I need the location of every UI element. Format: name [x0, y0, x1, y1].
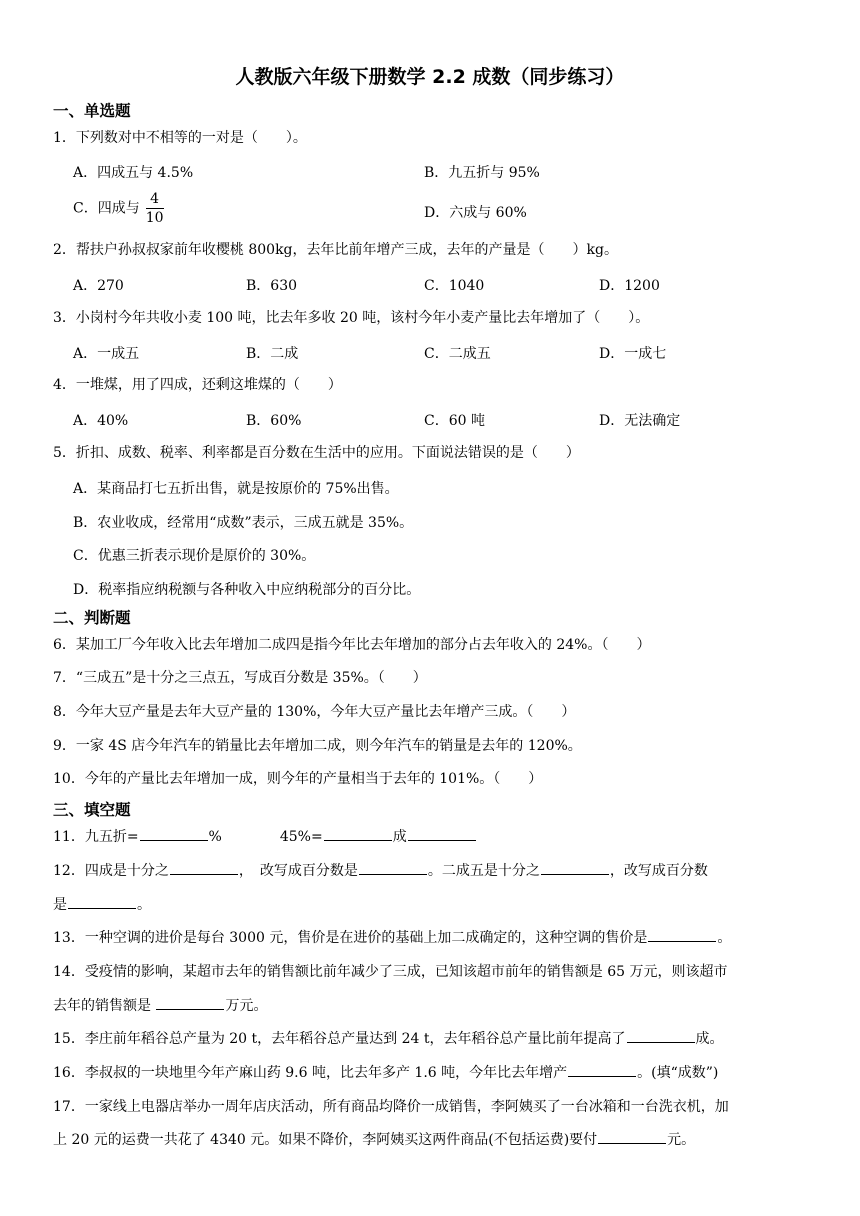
answer-blank[interactable]: [140, 826, 208, 841]
q11-part: 成: [392, 829, 407, 845]
question-6: 6．某加工厂今年收入比去年增加二成四是指今年比去年增加的部分占去年收入的 24%。（ ）: [53, 637, 651, 653]
q2-option-d: D．1200: [599, 278, 660, 294]
section-heading-fill-blank: 三、填空题: [53, 801, 131, 819]
q3-option-c: C．二成五: [424, 346, 491, 362]
question-14: 14．受疫情的影响，某超市去年的销售额比前年减少了三成，已知该超市前年的销售额是 65 万元，则该超市: [53, 964, 728, 980]
section-heading-true-false: 二、判断题: [53, 609, 131, 627]
answer-blank[interactable]: [568, 1062, 636, 1077]
fraction-denominator: 10: [145, 210, 164, 226]
q5-option-c: C．优惠三折表示现价是原价的 30%。: [73, 548, 316, 564]
q2-option-b: B．630: [246, 278, 298, 294]
q4-option-a: A．40%: [73, 413, 129, 429]
question-1: 1．下列数对中不相等的一对是（ ）。: [53, 130, 307, 146]
q1-option-c-text: C．四成与: [73, 200, 140, 217]
q12-part: 是: [53, 897, 67, 913]
question-5: 5．折扣、成数、税率、利率都是百分数在生活中的应用。下面说法错误的是（ ）: [53, 445, 580, 461]
question-14-cont: [53, 989, 813, 1023]
answer-blank[interactable]: [156, 995, 224, 1010]
question-15: [53, 1022, 813, 1056]
question-9: 9．一家 4S 店今年汽车的销量比去年增加二成，则今年汽车的销量是去年的 120%。: [53, 738, 582, 754]
q4-option-c: C．60 吨: [424, 413, 485, 429]
answer-blank[interactable]: [541, 860, 609, 875]
q1-option-a: A．四成五与 4.5%: [73, 165, 194, 181]
q4-option-b: B．60%: [246, 413, 302, 429]
question-10: 10．今年的产量比去年增加一成，则今年的产量相当于去年的 101%。（ ）: [53, 771, 543, 787]
q12-part: 。二成五是十分之: [427, 863, 540, 879]
q16-part: 。(填“成数”): [637, 1065, 719, 1081]
q13-part: 。: [717, 930, 732, 946]
question-11: [53, 820, 813, 854]
question-12-cont: [53, 888, 813, 922]
answer-blank[interactable]: [68, 894, 136, 909]
q12-part: 。: [137, 897, 151, 913]
question-3: 3．小岗村今年共收小麦 100 吨，比去年多收 20 吨，该村今年小麦产量比去年增加了（ ）。: [53, 310, 650, 326]
fraction-numerator: 4: [146, 190, 164, 209]
q14-part: 去年的销售额是: [53, 998, 156, 1014]
q1-option-d: D．六成与 60%: [424, 205, 527, 221]
question-13: [53, 921, 813, 955]
q11-part: %: [208, 829, 222, 845]
q3-option-d: D．一成七: [599, 346, 667, 362]
q1-option-b: B．九五折与 95%: [424, 165, 540, 181]
q3-option-a: A．一成五: [73, 346, 140, 362]
q2-option-a: A．270: [73, 278, 124, 294]
q5-option-b: B．农业收成，经常用“成数”表示，三成五就是 35%。: [73, 515, 414, 531]
answer-blank[interactable]: [598, 1129, 666, 1144]
answer-blank[interactable]: [324, 826, 392, 841]
q3-option-b: B．二成: [246, 346, 299, 362]
question-4: 4．一堆煤，用了四成，还剩这堆煤的（ ）: [53, 377, 342, 393]
q1-option-c: [73, 190, 164, 227]
question-2: 2．帮扶户孙叔叔家前年收樱桃 800kg，去年比前年增产三成，去年的产量是（ ）kg。: [53, 242, 618, 258]
q5-option-d: D．税率指应纳税额与各种收入中应纳税部分的百分比。: [73, 582, 421, 598]
question-8: 8．今年大豆产量是去年大豆产量的 130%，今年大豆产量比去年增产三成。（ ）: [53, 704, 576, 720]
q16-part: 16．李叔叔的一块地里今年产麻山药 9.6 吨，比去年多产 1.6 吨，今年比去年增产: [53, 1065, 568, 1081]
section-heading-single-choice: 一、单选题: [53, 102, 131, 120]
q12-part: 12．四成是十分之: [53, 863, 169, 879]
q15-part: 成。: [695, 1031, 724, 1047]
q12-part: ，改写成百分数: [609, 863, 708, 879]
q15-part: 15．李庄前年稻谷总产量为 20 t，去年稻谷总产量达到 24 t，去年稻谷总产量比前年提高了: [53, 1031, 626, 1047]
q12-part: ， 改写成百分数是: [238, 863, 358, 879]
answer-blank[interactable]: [627, 1028, 695, 1043]
question-17: 17．一家线上电器店举办一周年店庆活动，所有商品均降价一成销售，李阿姨买了一台冰箱和一台洗衣机，加: [53, 1099, 729, 1115]
q17-part: 上 20 元的运费一共花了 4340 元。如果不降价，李阿姨买这两件商品(不包括运费)要付: [53, 1132, 598, 1148]
answer-blank[interactable]: [359, 860, 427, 875]
q5-option-a: A．某商品打七五折出售，就是按原价的 75%出售。: [73, 481, 399, 497]
answer-blank[interactable]: [408, 826, 476, 841]
question-12: [53, 854, 813, 888]
q11-part: 11．九五折=: [53, 829, 139, 845]
q17-part: 元。: [667, 1132, 696, 1148]
q13-part: 13．一种空调的进价是每台 3000 元，售价是在进价的基础上加二成确定的，这种空调的售价是: [53, 930, 648, 946]
page-title: 人教版六年级下册数学 2.2 成数（同步练习）: [235, 66, 625, 88]
question-16: [53, 1056, 813, 1090]
answer-blank[interactable]: [170, 860, 238, 875]
q2-option-c: C．1040: [424, 278, 485, 294]
q4-option-d: D．无法确定: [599, 413, 681, 429]
q11-part: 45%=: [279, 829, 323, 845]
answer-blank[interactable]: [648, 927, 716, 942]
q14-part: 万元。: [225, 998, 268, 1014]
question-7: 7．“三成五”是十分之三点五，写成百分数是 35%。（ ）: [53, 670, 427, 686]
fraction: [146, 190, 164, 227]
question-17-cont: [53, 1123, 813, 1157]
